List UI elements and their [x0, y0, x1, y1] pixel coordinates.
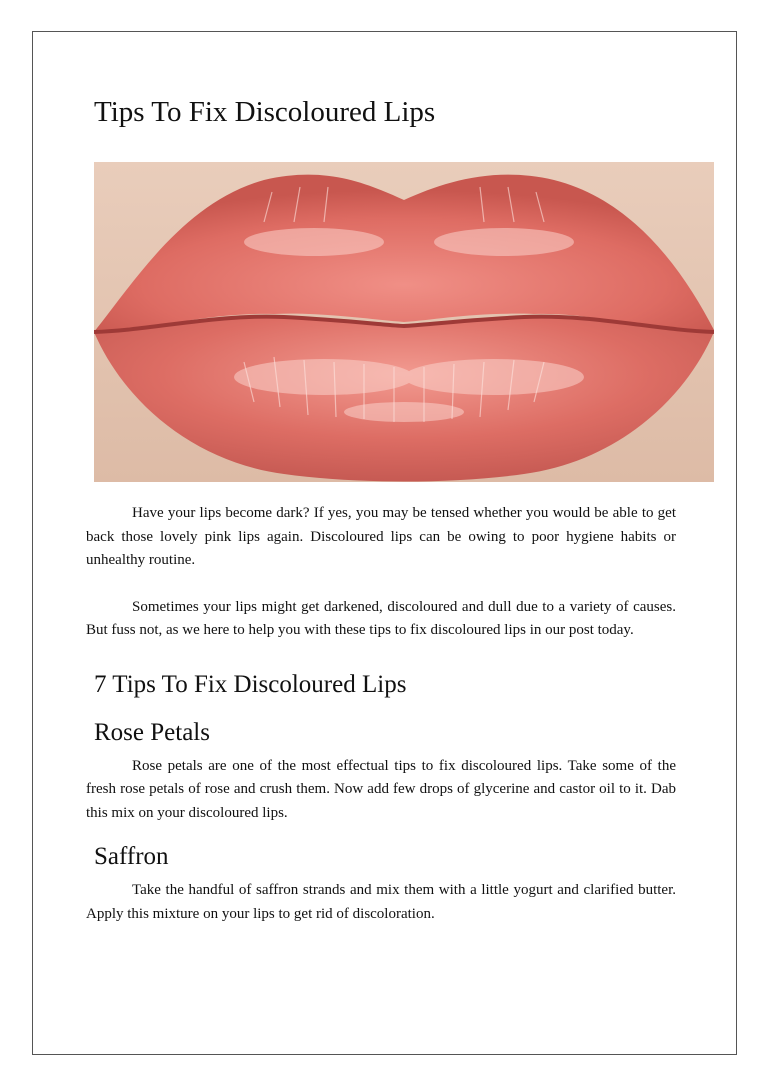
intro-paragraph-2: Sometimes your lips might get darkened, discoloured and dull due to a variety of causes. But fuss not, as we here to help you with these tips to fix discoloured lips in our post today.: [86, 598, 676, 638]
page-title: Tips To Fix Discoloured Lips: [94, 96, 436, 128]
document-content: [86, 92, 676, 926]
lips-illustration: [94, 162, 714, 482]
tip-heading-saffron: Saffron: [94, 843, 169, 870]
tip-text-rose-petals: Rose petals are one of the most effectual tips to fix discoloured lips. Take some of the fresh rose petals of rose and crush them. Now add few drops of glycerine and castor oil to it. Dab this mix on your discoloured lips.: [86, 757, 676, 821]
intro-paragraph-1: Have your lips become dark? If yes, you may be tensed whether you would be able to get back those lovely pink lips again. Discoloured lips can be owing to poor hygiene habits or unhealthy routine.: [86, 505, 676, 568]
tip-text-saffron: Take the handful of saffron strands and mix them with a little yogurt and clarified butter. Apply this mixture on your lips to get rid of discoloration.: [86, 882, 676, 922]
lips-photo: [94, 162, 714, 482]
section-heading: 7 Tips To Fix Discoloured Lips: [94, 670, 407, 698]
tip-heading-rose-petals: Rose Petals: [94, 718, 210, 746]
